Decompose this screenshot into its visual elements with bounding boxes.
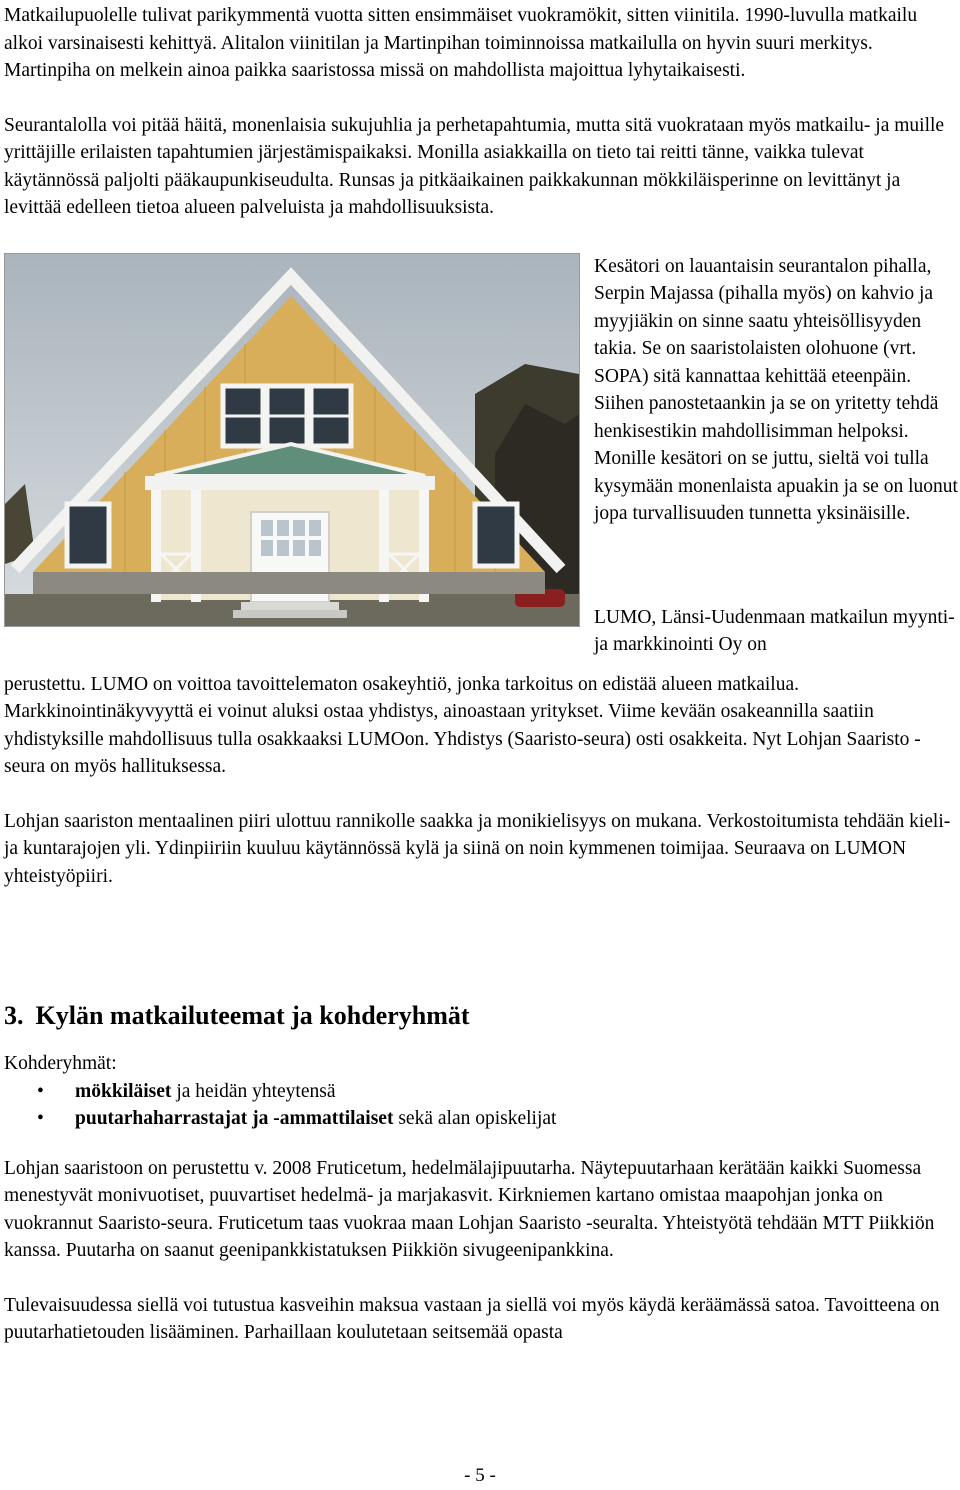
paragraph-lumo-start: LUMO, Länsi-Uudenmaan matkailun myynti- ja markkinointi Oy on	[594, 606, 955, 655]
list-item-rest: ja heidän yhteytensä	[171, 1080, 336, 1102]
list-item-rest: sekä alan opiskelijat	[393, 1108, 557, 1129]
house-photo	[4, 253, 580, 627]
list-item	[4, 1078, 956, 1106]
paragraph-lohja-network: Lohjan saariston mentaalinen piiri ulottuu rannikolle saakka ja monikielisyys on mukana. Verkostoitumista tehdään kieli- ja kuntarajojen yli. Ydinpiiriin kuuluu käytännössä kylä ja siinä on noin kymmenen toimijaa. Seuraava on LUMON yhteistyöpiiri.	[4, 810, 951, 887]
target-groups-label: Kohderyhmät:	[4, 1053, 117, 1074]
target-groups-list	[4, 1078, 956, 1133]
page-number: - 5 -	[464, 1465, 496, 1486]
paragraph-seurantalo: Seurantalolla voi pitää häitä, monenlaisia sukujuhlia ja perhetapahtumia, mutta sitä vuokrataan myös matkailu- ja muille yrittäjille erilaisten tapahtumien järjestämispaikaksi. Monilla asiakkailla on tieto tai reitti tänne, vaikka tulevat käytännössä paljolti pääkaupunkiseudulta. Runsas ja pitkäaikainen paikkakunnan mökkiläisperinne on levittänyt ja levittää edelleen tietoa alueen palveluista ja mahdollisuuksista.	[4, 114, 945, 218]
list-item	[4, 1105, 956, 1133]
paragraph-kesatori: Kesätori on lauantaisin seurantalon pihalla, Serpin Majassa (pihalla myös) on kahvio ja myyjiäkin on sinne saatu yhteisöllisyyden takia. Se on saaristolaisten olohuone (vrt. SOPA) sitä kannattaa kehittää eteenpäin. Siihen panostetaankin ja se on yritetty tehdä henkisestikin mahdollisimman helpoksi. Monille kesätori on se juttu, sieltä voi tulla kysymään monenlaista apuakin ja se on luonut jopa turvallisuuden tunnetta yksinäisille.	[594, 255, 958, 524]
paragraph-future: Tulevaisuudessa siellä voi tutustua kasveihin maksua vastaan ja siellä voi myös käydä keräämässä satoa. Tavoitteena on puutarhatietouden lisääminen. Parhaillaan koulutetaan seitsemää opasta	[4, 1294, 940, 1343]
paragraph-fruticetum: Lohjan saaristoon on perustettu v. 2008 Fruticetum, hedelmälajipuutarha. Näytepuutarhaan kerätään kaikki Suomessa menestyvät monivuotiset, puuvartiset hedelmä- ja marjakasvit. Kirkniemen kartano omistaa maapohjan jonka on vuokrannut Saaristo-seura. Fruticetum taas vuokraa maan Lohjan Saaristo -seuralta. Yhteistyötä tehdään MTT Piikkiön kanssa. Puutarha on saanut geenipankkistatuksen Piikkiön sivugeenipankkina.	[4, 1157, 935, 1261]
paragraph-tourism-history: Matkailupuolelle tulivat parikymmentä vuotta sitten ensimmäiset vuokramökit, sitten viinitila. 1990-luvulla matkailu alkoi varsinaisesti kehittyä. Alitalon viinitilan ja Martinpihan toiminnoissa matkailulla on hyvin suuri merkitys. Martinpiha on melkein ainoa paikka saaristossa missä on mahdollista majoittua lyhytaikaisesti.	[4, 5, 918, 81]
paragraph-lumo-continued: perustettu. LUMO on voittoa tavoittelematon osakeyhtiö, jonka tarkoitus on edistää alueen matkailua. Markkinointinäkyvyyttä ei voinut aluksi ostaa yhdistys, ainoastaan yritykset. Viime kevään osakeannilla saatiin yhdistyksille mahdollisuus tulla osakkaaksi LUMOon. Yhdistys (Saaristo-seura) osti osakkeita. Nyt Lohjan Saaristo -seura on myös hallituksessa.	[4, 673, 921, 777]
section-title: Kylän matkailuteemat ja kohderyhmät	[35, 1001, 470, 1030]
section-heading	[4, 1000, 956, 1032]
document-page	[4, 2, 956, 1347]
section-number: 3.	[4, 1001, 24, 1030]
figure-block	[4, 253, 956, 671]
bullet-icon: •	[37, 1080, 44, 1102]
list-item-bold: mökkiläiset	[75, 1080, 172, 1102]
list-item-bold: puutarhaharrastajat ja -ammattilaiset	[75, 1108, 394, 1129]
bullet-icon: •	[37, 1108, 44, 1129]
